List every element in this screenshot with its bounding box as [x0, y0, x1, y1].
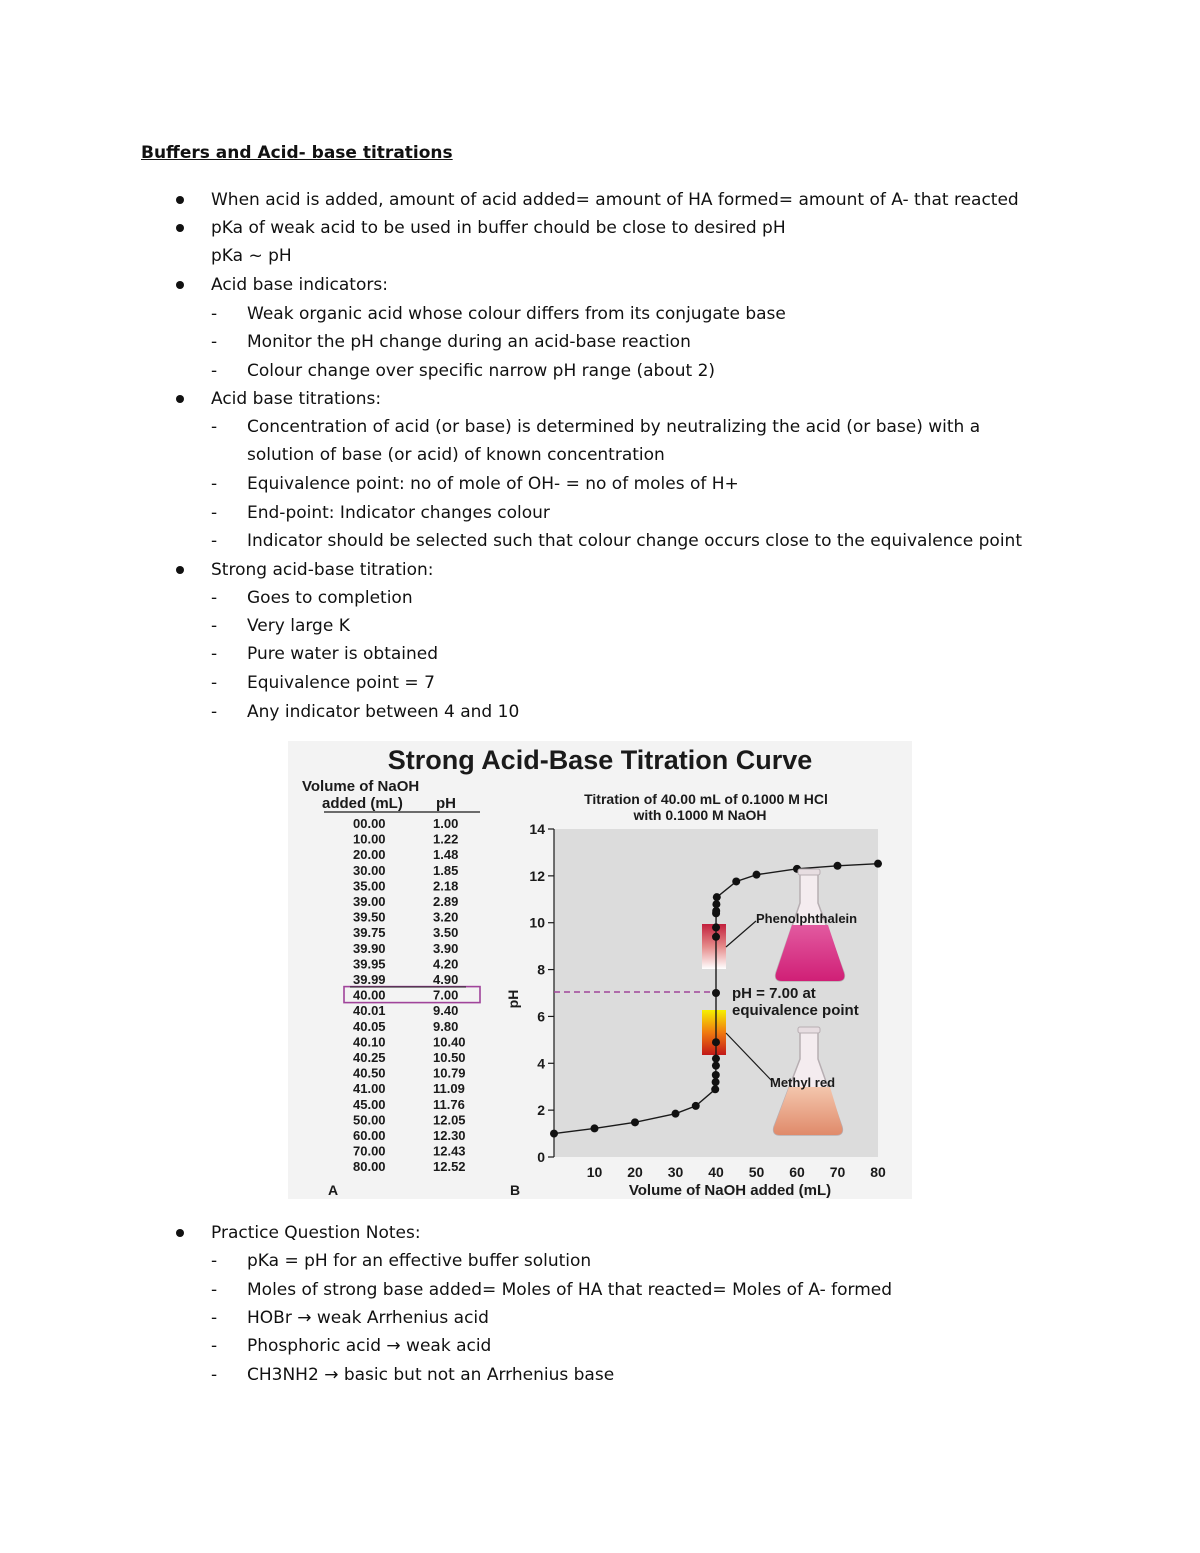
methyl-red-label: Methyl red [770, 1075, 836, 1090]
note-sub-item: Concentration of acid (or base) is determined by neutralizing the acid (or base) with a [247, 417, 981, 437]
note-bullet-item: Strong acid-base titration: [211, 560, 434, 580]
table-cell-volume: 40.01 [353, 1003, 386, 1019]
table-cell-volume: 60.00 [353, 1128, 386, 1143]
dash-marker: - [211, 474, 218, 494]
table-cell-ph: 11.09 [433, 1081, 465, 1097]
panel-label-a: A [328, 1182, 339, 1198]
note-sub-item: End-point: Indicator changes colour [247, 503, 550, 523]
table-cell-ph: 12.05 [433, 1112, 466, 1128]
dash-marker: - [211, 644, 218, 664]
dash-marker: - [211, 417, 218, 437]
bullet-dot-icon [176, 566, 184, 574]
note-bullet-continuation: pKa ~ pH [211, 246, 292, 266]
panel-label-b: B [510, 1182, 521, 1198]
table-cell-volume: 39.99 [353, 972, 386, 987]
x-tick-label: 20 [627, 1164, 643, 1180]
table-cell-ph: 12.43 [433, 1143, 466, 1159]
data-point [692, 1102, 700, 1110]
data-point [753, 871, 761, 879]
bullet-dot-icon [176, 224, 184, 232]
table-cell-ph: 1.22 [433, 831, 459, 847]
table-cell-volume: 10.00 [353, 831, 386, 847]
dash-marker: - [211, 1280, 218, 1300]
y-tick-label: 14 [529, 821, 545, 837]
data-point [732, 877, 740, 885]
data-point [712, 1062, 720, 1070]
table-cell-volume: 80.00 [353, 1159, 386, 1175]
note-sub-item: Monitor the pH change during an acid-base reaction [247, 332, 691, 352]
table-cell-volume: 30.00 [353, 862, 386, 878]
table-cell-volume: 40.10 [353, 1034, 386, 1050]
data-point [672, 1110, 680, 1118]
table-cell-volume: 39.95 [353, 956, 386, 972]
practice-sub-item: CH3NH2 → basic but not an Arrhenius base [247, 1365, 615, 1385]
dash-marker: - [211, 1251, 218, 1271]
table-cell-volume: 50.00 [353, 1112, 386, 1128]
data-point [712, 900, 720, 908]
figure-title: Strong Acid-Base Titration Curve [387, 745, 813, 775]
data-point [712, 1055, 720, 1063]
note-bullet-item: When acid is added, amount of acid added= amount of HA formed= amount of A- that reacted [211, 190, 1019, 210]
equivalence-label-line2: equivalence point [732, 1002, 859, 1019]
table-cell-volume: 70.00 [353, 1143, 386, 1159]
titration-figure [288, 741, 912, 1199]
bullet-dot-icon [176, 395, 184, 403]
note-sub-item: Very large K [247, 616, 350, 636]
dash-marker: - [211, 503, 218, 523]
x-tick-label: 60 [789, 1164, 805, 1180]
table-cell-ph: 3.50 [433, 925, 459, 941]
x-tick-label: 70 [829, 1164, 846, 1180]
note-sub-item: Pure water is obtained [247, 644, 439, 664]
dash-marker: - [211, 361, 218, 381]
table-header-col1: added (mL) [322, 795, 403, 812]
dash-marker: - [211, 332, 218, 352]
table-cell-ph: 11.76 [433, 1096, 465, 1112]
data-table [344, 816, 480, 1174]
table-cell-volume: 40.05 [353, 1018, 386, 1034]
data-point [874, 860, 882, 868]
chart-title-line2: with 0.1000 M NaOH [633, 807, 767, 823]
data-point [712, 1038, 720, 1046]
data-point [711, 1085, 719, 1093]
note-bullet-item: Acid base indicators: [211, 275, 388, 295]
x-tick-label: 10 [586, 1164, 603, 1180]
table-cell-ph: 10.79 [433, 1065, 466, 1081]
dash-marker: - [211, 1336, 218, 1356]
table-cell-ph: 9.80 [433, 1018, 459, 1034]
x-axis-ticks [587, 1164, 886, 1180]
y-tick-label: 10 [529, 914, 545, 931]
data-point [712, 933, 720, 941]
practice-sub-item: Moles of strong base added= Moles of HA that reacted= Moles of A- formed [247, 1280, 893, 1300]
table-cell-ph: 12.30 [433, 1128, 466, 1143]
phenolphthalein-label: Phenolphthalein [756, 911, 858, 926]
note-sub-item: Weak organic acid whose colour differs from its conjugate base [247, 304, 786, 324]
table-cell-ph: 1.00 [433, 816, 459, 831]
note-sub-item: Goes to completion [247, 588, 413, 608]
note-sub-item: Colour change over specific narrow pH range (about 2) [247, 361, 716, 381]
data-point [712, 1071, 720, 1079]
bullet-dot-icon [176, 281, 184, 289]
table-cell-ph: 10.50 [433, 1050, 466, 1065]
table-cell-ph: 4.90 [433, 972, 459, 987]
table-cell-volume: 00.00 [353, 816, 386, 831]
dash-marker: - [211, 616, 218, 636]
x-tick-label: 50 [748, 1164, 765, 1180]
table-cell-volume: 39.90 [353, 940, 386, 956]
data-point [591, 1124, 599, 1132]
dash-marker: - [211, 702, 218, 722]
x-tick-label: 80 [870, 1164, 886, 1180]
table-cell-ph: 4.20 [433, 956, 459, 972]
titration-figure-svg [288, 741, 912, 1199]
dash-marker: - [211, 1365, 218, 1385]
note-bullet-item: Acid base titrations: [211, 389, 382, 409]
y-tick-label: 8 [537, 961, 545, 978]
table-cell-ph: 7.00 [433, 987, 459, 1003]
y-tick-label: 12 [529, 867, 545, 884]
x-tick-label: 30 [667, 1164, 684, 1180]
dash-marker: - [211, 304, 218, 324]
practice-sub-item: HOBr → weak Arrhenius acid [247, 1308, 489, 1328]
table-header-col2: pH [436, 795, 456, 812]
note-sub-item: Equivalence point = 7 [247, 673, 435, 693]
note-sub-item: Any indicator between 4 and 10 [247, 702, 520, 722]
document-title: Buffers and Acid- base titrations [141, 143, 453, 163]
table-cell-volume: 40.00 [353, 987, 386, 1003]
x-tick-label: 40 [708, 1164, 724, 1180]
table-cell-ph: 2.18 [433, 878, 459, 894]
table-cell-volume: 39.75 [353, 925, 386, 941]
table-cell-ph: 9.40 [433, 1003, 459, 1019]
data-point [712, 923, 720, 931]
bullet-dot-icon [176, 196, 184, 204]
data-point [550, 1130, 558, 1138]
dash-marker: - [211, 531, 218, 551]
practice-sub-item: Phosphoric acid → weak acid [247, 1336, 492, 1356]
table-cell-volume: 39.00 [353, 894, 386, 909]
practice-bullet-item: Practice Question Notes: [211, 1223, 421, 1243]
equivalence-label-line1: pH = 7.00 at [732, 985, 816, 1002]
dash-marker: - [211, 1308, 218, 1328]
table-cell-ph: 2.89 [433, 894, 459, 909]
dash-marker: - [211, 588, 218, 608]
bullet-dot-icon [176, 1229, 184, 1237]
x-axis-label: Volume of NaOH added (mL) [628, 1182, 832, 1199]
dash-marker: - [211, 673, 218, 693]
note-sub-item: solution of base (or acid) of known concentration [247, 445, 665, 465]
y-axis-ticks [529, 821, 554, 1165]
table-cell-volume: 39.50 [353, 909, 386, 925]
table-cell-volume: 20.00 [353, 847, 386, 863]
table-cell-ph: 12.52 [433, 1159, 466, 1175]
y-axis-label: pH [505, 989, 521, 1009]
table-cell-ph: 1.85 [433, 862, 459, 878]
table-cell-volume: 40.50 [353, 1065, 386, 1081]
note-sub-item: Equivalence point: no of mole of OH- = no of moles of H+ [247, 474, 739, 494]
methyl-red-range-bar [702, 1010, 726, 1055]
table-cell-volume: 41.00 [353, 1081, 386, 1097]
data-point [712, 989, 720, 997]
note-bullet-item: pKa of weak acid to be used in buffer chould be close to desired pH [211, 218, 786, 238]
table-cell-volume: 35.00 [353, 878, 386, 894]
practice-sub-item: pKa = pH for an effective buffer solution [247, 1251, 592, 1271]
y-tick-label: 4 [537, 1055, 545, 1072]
table-header-line1: Volume of NaOH [302, 778, 420, 795]
data-point [834, 862, 842, 870]
data-point [631, 1118, 639, 1126]
y-tick-label: 6 [537, 1008, 545, 1025]
table-cell-ph: 3.90 [433, 940, 459, 956]
note-sub-item: Indicator should be selected such that colour change occurs close to the equivalence point [247, 531, 1022, 551]
table-cell-ph: 1.48 [433, 847, 459, 863]
table-cell-volume: 40.25 [353, 1050, 386, 1065]
chart-title-line1: Titration of 40.00 mL of 0.1000 M HCl [584, 791, 828, 807]
data-point [713, 893, 721, 901]
table-cell-volume: 45.00 [353, 1096, 386, 1112]
y-tick-label: 2 [537, 1102, 545, 1119]
data-point [712, 1078, 720, 1086]
table-cell-ph: 3.20 [433, 909, 459, 925]
table-cell-ph: 10.40 [433, 1034, 466, 1050]
y-tick-label: 0 [537, 1149, 545, 1165]
